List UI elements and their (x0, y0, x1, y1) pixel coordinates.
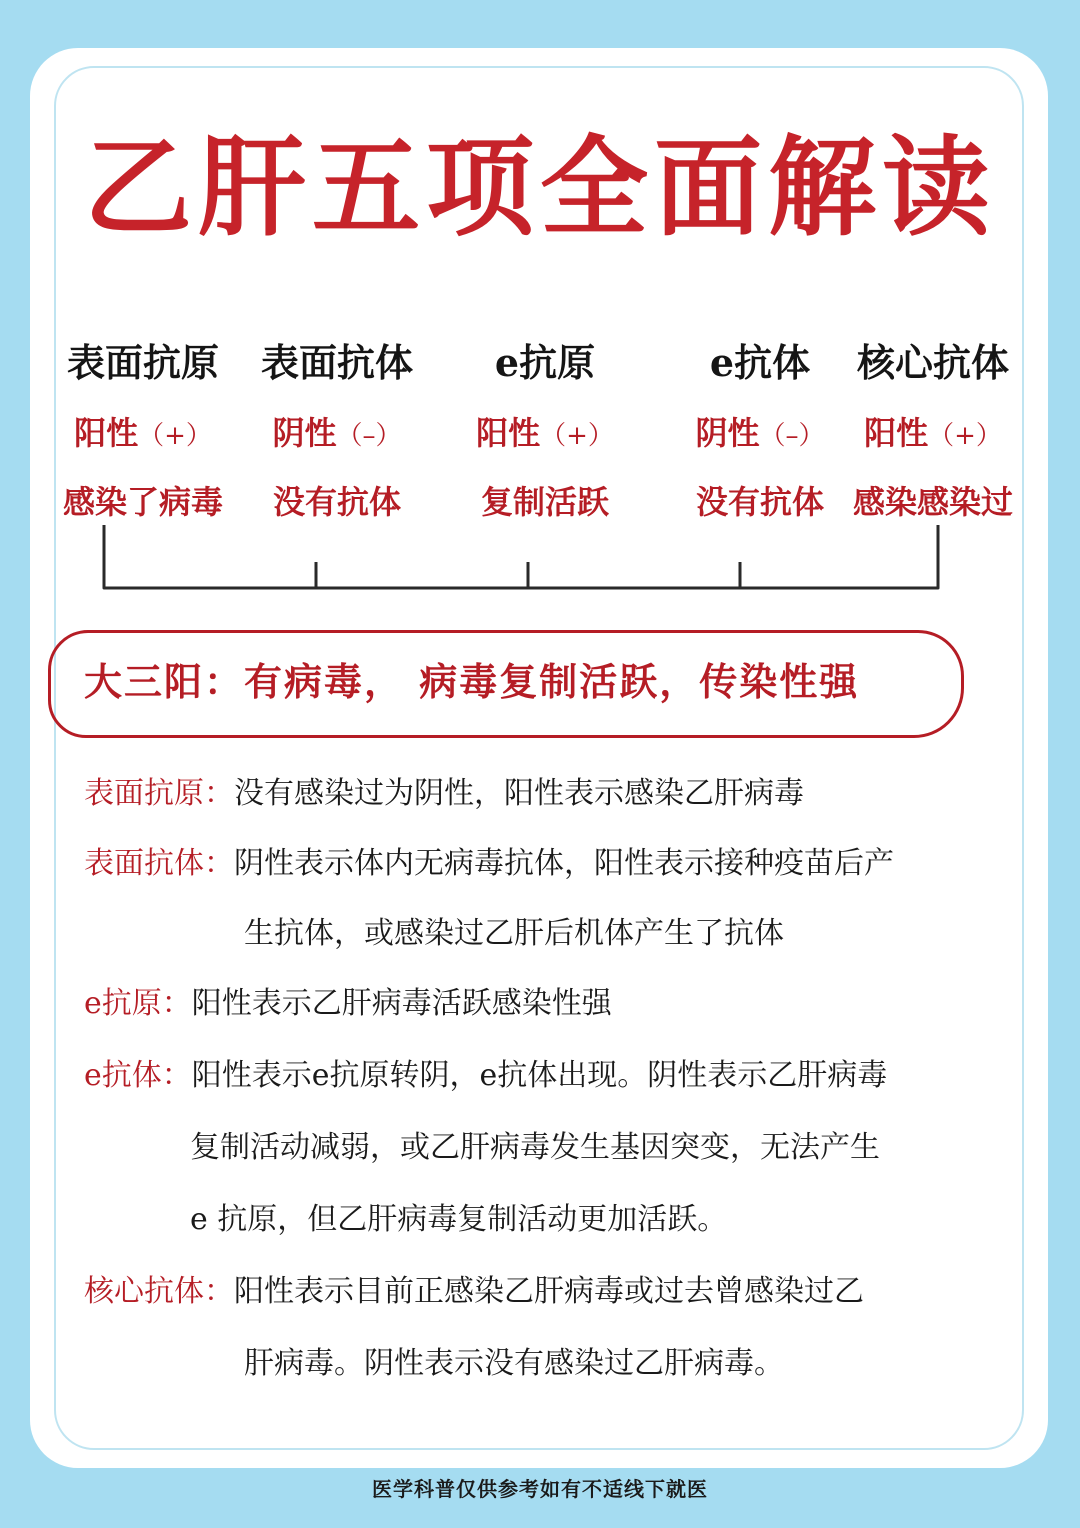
item-name: 表面抗原 (66, 340, 219, 385)
explanation-line: e 抗原，但乙肝病毒复制活动更加活跃。 (190, 1202, 728, 1237)
explanation-line: 阳性表示乙肝病毒活跃感染性强 (191, 986, 612, 1021)
item-meaning: 感染感染过 (852, 483, 1013, 521)
explanation-line: 阳性表示e抗原转阴，e抗体出现。阴性表示乙肝病毒 (191, 1058, 888, 1093)
explanation-line: 阳性表示目前正感染乙肝病毒或过去曾感染过乙 (234, 1274, 864, 1309)
explanation-line: 肝病毒。阴性表示没有感染过乙肝病毒。 (244, 1346, 784, 1381)
item-name: 核心抗体 (856, 340, 1009, 385)
page-title: 乙肝五项全面解读 (83, 125, 996, 251)
item-name: 表面抗体 (260, 340, 413, 385)
item-meaning: 没有抗体 (695, 483, 824, 521)
explanation-line: 生抗体，或感染过乙肝后机体产生了抗体 (244, 916, 784, 951)
explanation-line: 阴性表示体内无病毒抗体，阳性表示接种疫苗后产 (234, 846, 894, 881)
explanation-hbeab (84, 1040, 887, 1112)
explanation-hbeag (84, 968, 612, 1040)
item-name: e抗原 (494, 340, 596, 385)
explanation-line: 没有感染过为阴性，阳性表示感染乙肝病毒 (234, 776, 804, 811)
item-name: e抗体 (709, 340, 811, 385)
explanation-term: 表面抗原： (84, 776, 234, 811)
item-meaning: 感染了病毒 (62, 483, 223, 521)
item-status: 阳性（+） (476, 414, 614, 452)
summary-text: 大三阳：有病毒， 病毒复制活跃，传染性强 (84, 659, 860, 704)
explanation-term: 表面抗体： (84, 846, 234, 881)
item-meaning: 复制活跃 (480, 483, 609, 521)
item-meaning: 没有抗体 (272, 483, 401, 521)
explanation-term: e抗体： (84, 1058, 192, 1093)
explanation-hbsab (84, 828, 894, 900)
bracket-axis (0, 0, 1080, 620)
item-status: 阴性（–） (272, 414, 402, 452)
explanation-term: e抗原： (84, 986, 192, 1021)
item-status: 阳性（+） (864, 414, 1002, 452)
explanation-term: 核心抗体： (84, 1274, 234, 1309)
explanation-hbsag (84, 758, 804, 830)
explanation-line: 复制活动减弱，或乙肝病毒发生基因突变，无法产生 (190, 1130, 880, 1165)
footer-disclaimer: 医学科普仅供参考如有不适线下就医 (372, 1477, 708, 1501)
explanation-hbcab (84, 1256, 864, 1328)
item-status: 阳性（+） (74, 414, 212, 452)
item-status: 阴性（–） (695, 414, 825, 452)
